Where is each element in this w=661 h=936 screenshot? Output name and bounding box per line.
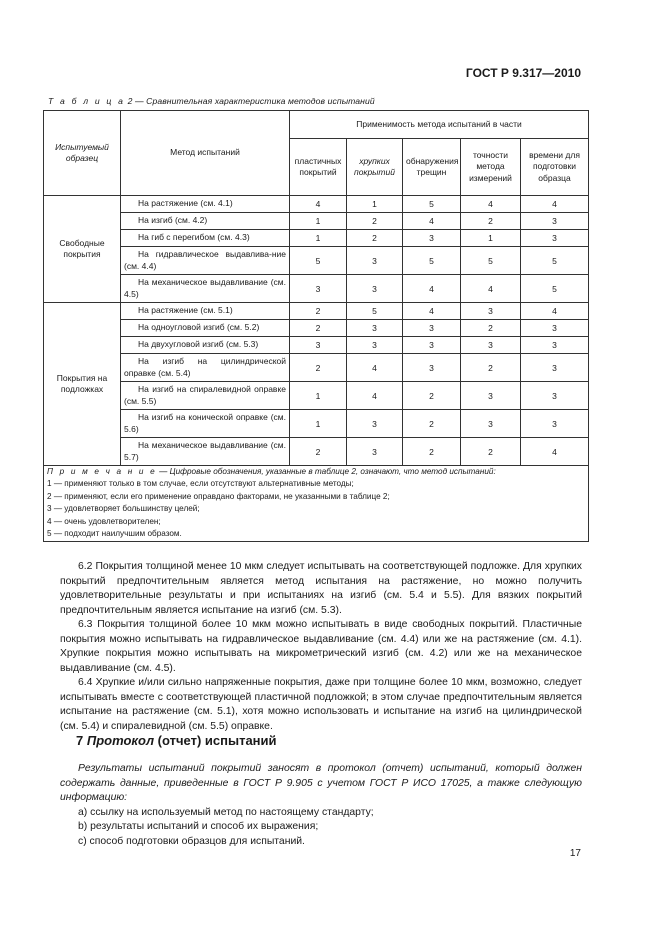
note-item: 3 — удовлетворяет большинству целей; (47, 504, 200, 514)
method-cell: На механическое выдавливание (см. 5.7) (121, 438, 290, 466)
note-item: 5 — подходит наилучшим образом. (47, 529, 182, 539)
value-cell: 3 (521, 382, 589, 410)
value-cell: 5 (521, 275, 589, 303)
method-cell: На растяжение (см. 5.1) (121, 303, 290, 320)
value-cell: 5 (347, 303, 403, 320)
value-cell: 5 (521, 247, 589, 275)
value-cell: 5 (461, 247, 521, 275)
table-caption-text: 2 — Сравнительная характеристика методов испытаний (127, 96, 375, 106)
header-method: Метод испытаний (121, 111, 290, 196)
comparison-table (43, 110, 589, 542)
value-cell: 3 (403, 354, 461, 382)
value-cell: 4 (521, 438, 589, 466)
paragraph-6-4: 6.4 Хрупкие и/или сильно напряженные покрытия, даже при толщине более 10 мкм, возможно, следует испытывать вместе с соответствующей пластичной подложкой; в этом случае предпочтительным является испытание на растяжение (см. 5.1), хотя можно использовать и испытание на изгиб на цилиндрической (см. 5.4) и спиралевидной (см. 5.5) оправке. (60, 677, 582, 732)
method-cell: На изгиб на цилиндрической оправке (см. 5.4) (121, 354, 290, 382)
section-7-text (60, 762, 582, 849)
paragraph-6-3: 6.3 Покрытия толщиной более 10 мкм можно испытывать в виде свободных покрытий. Пластичные покрытия можно испытывать на гидравлическое выдавливание (см. 4.4) или же на растяжение (см. 4.1). Хрупкие покрытия можно испытывать на микрометрический изгиб (см. 4.2) или же на механическое выдавливание (см. 4.5). (60, 619, 582, 674)
value-cell: 3 (347, 410, 403, 438)
value-cell: 3 (521, 213, 589, 230)
value-cell: 3 (521, 320, 589, 337)
header-applicability (290, 111, 589, 139)
page-number: 17 (569, 848, 581, 859)
value-cell: 3 (521, 410, 589, 438)
method-cell: На изгиб на спиралевидной оправке (см. 5.5) (121, 382, 290, 410)
method-cell: На растяжение (см. 4.1) (121, 196, 290, 213)
value-cell: 1 (290, 213, 347, 230)
table-note (44, 466, 589, 542)
method-cell: На изгиб на конической оправке (см. 5.6) (121, 410, 290, 438)
value-cell: 1 (290, 382, 347, 410)
value-cell: 1 (290, 410, 347, 438)
value-cell: 3 (347, 337, 403, 354)
group-coatings-on-substrates: Покрытия на подложках (44, 303, 121, 466)
header-cracks: обнаружения трещин (403, 139, 461, 196)
value-cell: 3 (347, 275, 403, 303)
note-label: П р и м е ч а н и е (47, 467, 157, 476)
section-7-number: 7 (76, 733, 84, 748)
value-cell: 3 (461, 303, 521, 320)
section-7-title (76, 733, 277, 748)
section-7-title-italic: Протокол (86, 733, 155, 748)
section-7-item-a: a) ссылку на используемый метод по настоящему стандарту; (78, 806, 374, 818)
value-cell: 2 (290, 438, 347, 466)
value-cell: 4 (521, 303, 589, 320)
value-cell: 3 (521, 337, 589, 354)
table-caption (48, 96, 375, 106)
value-cell: 2 (290, 320, 347, 337)
note-item: 2 — применяют, если его применение оправдано факторами, не указанными в таблице 2; (47, 491, 390, 501)
value-cell: 3 (403, 320, 461, 337)
value-cell: 2 (403, 410, 461, 438)
value-cell: 3 (290, 337, 347, 354)
value-cell: 2 (403, 438, 461, 466)
table-caption-label: Т а б л и ц а (48, 96, 126, 106)
value-cell: 2 (347, 213, 403, 230)
value-cell: 2 (347, 230, 403, 247)
value-cell: 3 (461, 410, 521, 438)
value-cell: 1 (461, 230, 521, 247)
header-sample: Испытуемый образец (44, 111, 121, 196)
header-brittle: хрупких покрытий (347, 139, 403, 196)
value-cell: 3 (347, 438, 403, 466)
value-cell: 5 (403, 247, 461, 275)
value-cell: 2 (461, 320, 521, 337)
method-cell: На одноугловой изгиб (см. 5.2) (121, 320, 290, 337)
value-cell: 4 (461, 275, 521, 303)
method-cell: На двухугловой изгиб (см. 5.3) (121, 337, 290, 354)
note-intro (47, 466, 585, 478)
section-7-item-c: c) способ подготовки образцов для испытаний. (78, 835, 305, 847)
value-cell: 4 (347, 354, 403, 382)
note-item: 4 — очень удовлетворителен; (47, 516, 161, 526)
value-cell: 4 (521, 196, 589, 213)
header-prep-time: времени для подготовки образца (521, 139, 589, 196)
value-cell: 5 (290, 247, 347, 275)
method-cell: На изгиб (см. 4.2) (121, 213, 290, 230)
section-7-item-b: b) результаты испытаний и способ их выражения; (78, 821, 319, 832)
value-cell: 2 (290, 354, 347, 382)
value-cell: 4 (403, 275, 461, 303)
section-7-intro: Результаты испытаний покрытий заносят в протокол (отчет) испытаний, который должен содержать данные, приведенные в ГОСТ Р 9.905 с учетом ГОСТ Р ИСО 17025, а также следующую информацию: (60, 763, 582, 803)
value-cell: 3 (403, 230, 461, 247)
header-plastic: пластичных покрытий (290, 139, 347, 196)
value-cell: 4 (347, 382, 403, 410)
value-cell: 3 (461, 382, 521, 410)
value-cell: 4 (290, 196, 347, 213)
value-cell: 1 (290, 230, 347, 247)
method-cell: На гиб с перегибом (см. 4.3) (121, 230, 290, 247)
clause-6-text (60, 560, 582, 734)
value-cell: 3 (403, 337, 461, 354)
value-cell: 3 (461, 337, 521, 354)
header-applicability-text: Применимость метода испытаний в части (356, 118, 522, 129)
value-cell: 3 (290, 275, 347, 303)
method-cell: На гидравлическое выдавлива-ние (см. 4.4) (121, 247, 290, 275)
section-7-title-rest: (отчет) испытаний (157, 733, 277, 748)
value-cell: 3 (347, 247, 403, 275)
group-free-coatings: Свободные покрытия (44, 196, 121, 303)
value-cell: 4 (461, 196, 521, 213)
value-cell: 2 (403, 382, 461, 410)
value-cell: 3 (521, 230, 589, 247)
paragraph-6-2: 6.2 Покрытия толщиной менее 10 мкм следует испытывать на соответствующей подложке. Для хрупких покрытий предпочтительным является метод испытания на растяжение, но можно получить удовлетворительные результаты и при испытаниях на изгиб (см. 5.4 и 5.5). Для вязких покрытий предпочтительным является испытание на изгиб (см. 5.3). (60, 561, 582, 616)
value-cell: 2 (290, 303, 347, 320)
value-cell: 2 (461, 213, 521, 230)
value-cell: 4 (403, 303, 461, 320)
value-cell: 1 (347, 196, 403, 213)
standard-header: ГОСТ Р 9.317—2010 (465, 66, 581, 80)
note-intro-text: — Цифровые обозначения, указанные в таблице 2, означают, что метод испытаний: (159, 467, 496, 476)
value-cell: 3 (347, 320, 403, 337)
value-cell: 5 (403, 196, 461, 213)
method-cell: На механическое выдавливание (см. 4.5) (121, 275, 290, 303)
note-item: 1 — применяют только в том случае, если отсутствуют альтернативные методы; (47, 479, 354, 489)
value-cell: 2 (461, 354, 521, 382)
value-cell: 4 (403, 213, 461, 230)
value-cell: 2 (461, 438, 521, 466)
header-accuracy: точности метода измерений (461, 139, 521, 196)
value-cell: 3 (521, 354, 589, 382)
